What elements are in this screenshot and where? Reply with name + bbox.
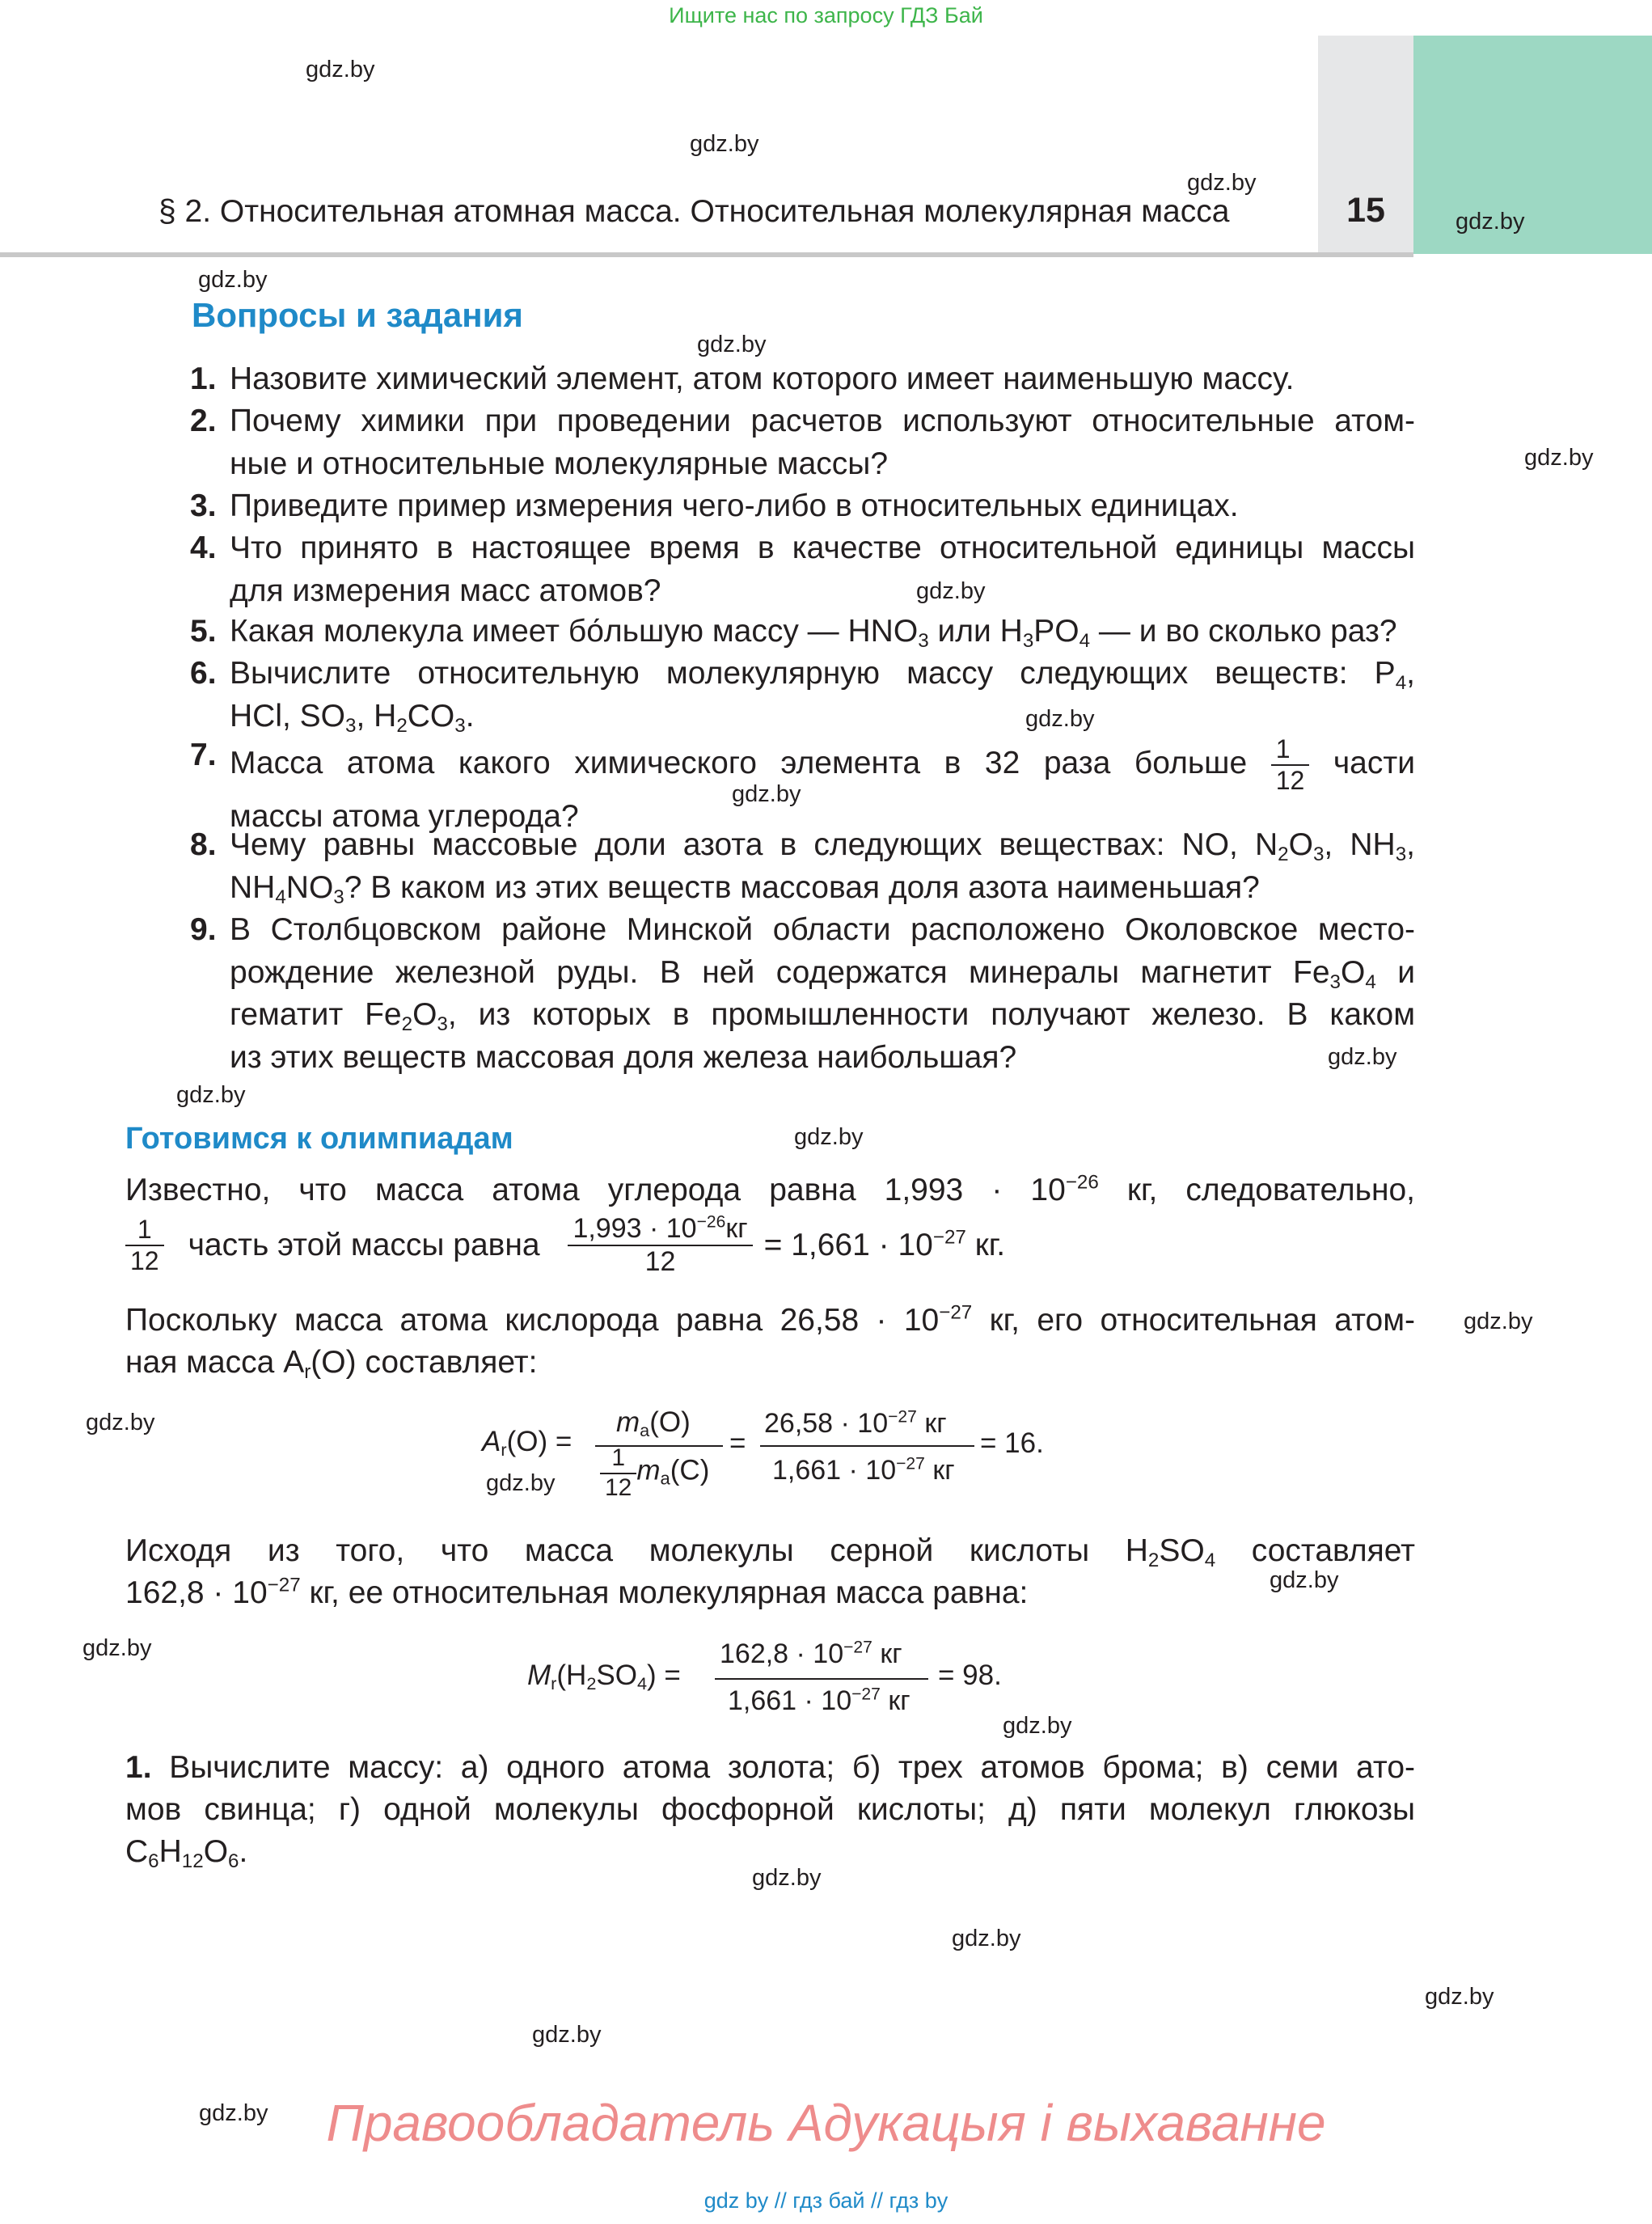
question-text: Назовите химический элемент, атом которого имеет наименьшую массу. xyxy=(230,362,1295,396)
question-number: 2. xyxy=(190,404,217,438)
watermark: gdz.by xyxy=(697,332,767,357)
watermark: gdz.by xyxy=(1328,1044,1397,1070)
watermark: gdz.by xyxy=(752,1865,822,1891)
olympiad-title: Готовимся к олимпиадам xyxy=(125,1122,513,1156)
question-number: 1. xyxy=(190,362,217,396)
formula-ar-o-den1: $\frac{1}{12}$ $m_a(C)$ xyxy=(600,1444,709,1502)
formula-ar-o-num2: $26,58 \cdot 10^{-27}$ кг xyxy=(764,1407,947,1439)
watermark: gdz.by xyxy=(1187,170,1257,196)
top-banner: Ищите нас по запросу ГДЗ Бай xyxy=(669,3,983,27)
watermark: gdz.by xyxy=(176,1082,246,1108)
watermark: gdz.by xyxy=(1524,445,1594,471)
watermark: gdz.by xyxy=(82,1635,152,1661)
watermark: gdz.by xyxy=(1025,706,1095,732)
question-1 xyxy=(190,358,1415,401)
question-text: Приведите пример измерения чего-либо в относительных единицах. xyxy=(230,488,1239,523)
olympiad-paragraph-3: Исходя из того, что масса молекулы серной кислоты $H_2SO_4$ составляет xyxy=(125,1533,1415,1571)
watermark: gdz.by xyxy=(952,1926,1021,1951)
olympiad-task-1: 1. Вычислите массу: а) одного атома золота; б) трех атомов брома; в) семи ато- xyxy=(125,1750,1415,1785)
question-text: Вычислите относительную молекулярную массу следующих веществ: $P_4$, xyxy=(230,656,1415,694)
watermark: gdz.by xyxy=(86,1410,155,1435)
formula-mr-result: = 98. xyxy=(938,1660,1002,1691)
watermark: gdz.by xyxy=(532,2022,602,2048)
question-number: 7. xyxy=(190,738,217,772)
question-number: 5. xyxy=(190,614,217,649)
question-text: Масса атома какого химического элемента в 32 раза больше $\frac{1}{12}$ части xyxy=(230,734,1416,795)
question-text: для измерения масс атомов? xyxy=(230,573,661,608)
question-text: гематит $Fe_2O_3$, из которых в промышленности получают железо. В каком xyxy=(230,997,1416,1035)
watermark: gdz.by xyxy=(1425,1984,1494,2010)
question-text: рождение железной руды. В ней содержатся минералы магнетит $Fe_3O_4$ и xyxy=(230,954,1415,993)
formula-ar-o-lhs: $A_r(O)$ = xyxy=(482,1426,572,1461)
question-text: из этих веществ массовая доля железа наибольшая? xyxy=(230,1039,1017,1075)
question-5 xyxy=(190,611,1415,653)
question-text: Чему равны массовые доли азота в следующих веществах: NO, $N_2O_3$, $NH_3$, xyxy=(230,827,1415,865)
watermark: gdz.by xyxy=(198,267,268,293)
watermark: gdz.by xyxy=(306,57,375,82)
olympiad-task-1b: мов свинца; г) одной молекулы фосфорной кислоты; д) пяти молекул глюкозы xyxy=(125,1792,1415,1827)
question-text: Что принято в настоящее время в качестве относительной единицы массы xyxy=(230,531,1415,565)
watermark: gdz.by xyxy=(1464,1309,1533,1334)
olympiad-paragraph-1b: $\frac{1}{12}$ часть этой массы равна $\frac{1,993 \cdot 10^{-26}кг}{12}$ = $1,661 \cdot 10^{-27}$ кг. xyxy=(125,1213,1005,1278)
question-7 xyxy=(190,734,1415,838)
color-tab xyxy=(1413,36,1652,254)
watermark: gdz.by xyxy=(794,1124,864,1150)
running-head: § 2. Относительная атомная масса. Относительная молекулярная масса xyxy=(158,194,1230,229)
question-3 xyxy=(190,485,1415,528)
question-text: $NH_4NO_3$? В каком из этих веществ массовая доля азота наименьшая? xyxy=(230,869,1260,908)
watermark: gdz.by xyxy=(1003,1713,1072,1739)
question-6 xyxy=(190,653,1415,738)
question-text: HCl, $SO_3$, $H_2CO_3$. xyxy=(230,698,475,737)
formula-ar-o-den2: $1,661 \cdot 10^{-27}$ кг xyxy=(772,1454,955,1486)
question-number: 8. xyxy=(190,827,217,862)
question-number: 6. xyxy=(190,656,217,691)
question-8 xyxy=(190,824,1415,909)
olympiad-paragraph-2b: ная масса $A_r(O)$ составляет: xyxy=(125,1345,538,1383)
formula-mr-lhs: $M_r(H_2SO_4)$ = xyxy=(527,1660,681,1694)
watermark: gdz.by xyxy=(916,578,986,604)
question-text: массы атома углерода? xyxy=(230,798,579,834)
olympiad-task-1c: $C_6H_{12}O_6$. xyxy=(125,1834,248,1872)
watermark: gdz.by xyxy=(732,781,801,807)
question-text: Почему химики при проведении расчетов используют относительные атом- xyxy=(230,404,1415,438)
question-2 xyxy=(190,400,1415,485)
question-text: Какая молекула имеет бо́льшую массу — $HNO_3$ или $H_3PO_4$ — и во сколько раз? xyxy=(230,614,1397,652)
olympiad-paragraph-2: Поскольку масса атома кислорода равна $26,58 \cdot 10^{-27}$ кг, его относительная атом- xyxy=(125,1301,1415,1338)
copyright-notice: Правообладатель Адукацыя і выхаванне xyxy=(326,2094,1326,2152)
watermark: gdz.by xyxy=(199,2100,268,2126)
section-title: Вопросы и задания xyxy=(192,296,523,334)
header-rule xyxy=(0,252,1413,257)
question-number: 9. xyxy=(190,912,217,947)
footer-watermark: gdz by // гдз бай // гдз by xyxy=(703,2188,949,2213)
formula-mr-num: $162,8 \cdot 10^{-27}$ кг xyxy=(720,1638,902,1669)
olympiad-paragraph-1: Известно, что масса атома углерода равна $1,993 \cdot 10^{-26}$ кг, следовательно, xyxy=(125,1171,1416,1207)
watermark: gdz.by xyxy=(1270,1567,1339,1593)
fraction-bar xyxy=(715,1678,928,1680)
olympiad-paragraph-3b: $162,8 \cdot 10^{-27}$ кг, ее относительная молекулярная масса равна: xyxy=(125,1574,1029,1610)
watermark: gdz.by xyxy=(690,131,759,157)
fraction-bar xyxy=(760,1445,974,1447)
question-number: 4. xyxy=(190,531,217,565)
formula-ar-o-result: = 16. xyxy=(980,1427,1044,1459)
question-4 xyxy=(190,527,1415,612)
question-text: ные и относительные молекулярные массы? xyxy=(230,446,889,481)
formula-mr-den: $1,661 \cdot 10^{-27}$ кг xyxy=(728,1685,911,1716)
question-number: 3. xyxy=(190,488,217,523)
question-text: В Столбцовском районе Минской области расположено Околовское место- xyxy=(230,912,1415,947)
watermark: gdz.by xyxy=(486,1470,556,1496)
page-number: 15 xyxy=(1346,191,1385,230)
formula-ar-o-num1: $m_a(O)$ xyxy=(616,1406,691,1441)
question-9 xyxy=(190,909,1415,1079)
watermark: gdz.by xyxy=(1456,209,1525,235)
formula-eq: = xyxy=(729,1427,746,1459)
